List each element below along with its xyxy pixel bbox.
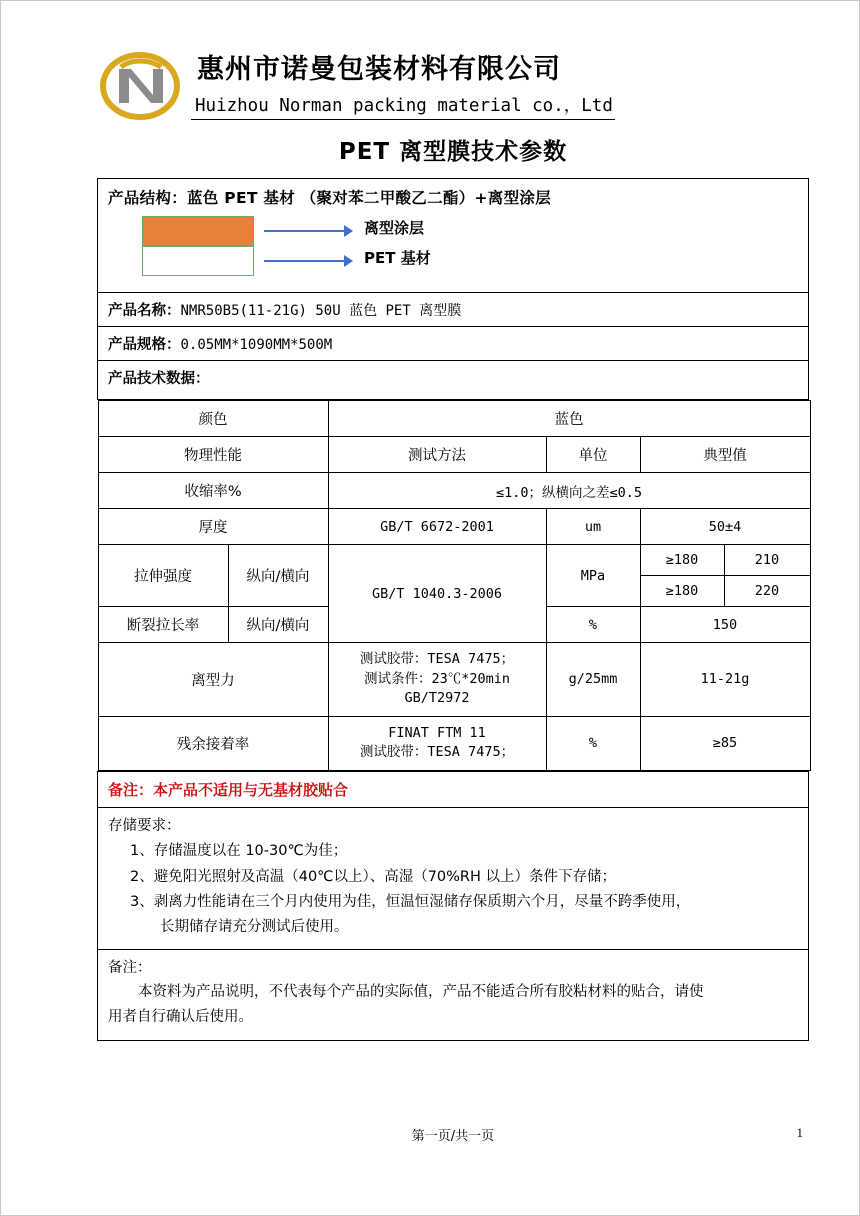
row-residual-method-line1: FINAT FTM 11 (388, 724, 486, 741)
header-unit: 单位 (546, 437, 640, 473)
footer-page-number: 1 (796, 1125, 803, 1140)
table-row-color (98, 401, 810, 437)
row-release-method (328, 643, 546, 717)
row-tensile-property: 拉伸强度 (98, 545, 228, 607)
product-name-line (98, 293, 808, 326)
row-tensile-min-1: ≥180 (640, 545, 724, 576)
storage-item-3: 3、剥离力性能请在三个月内使用为佳，恒温恒湿储存保质期六个月，尽量不跨季使用， (130, 893, 691, 910)
data-table-row (98, 400, 809, 772)
table-row-residual (98, 716, 810, 770)
spec-sheet-table (97, 178, 809, 1041)
row-residual-unit: % (546, 716, 640, 770)
storage-title: 存储要求： (108, 817, 181, 834)
row-release-method-line2: 测试条件：23℃*20min (363, 670, 511, 687)
row-tensile-min-2: ≥180 (640, 576, 724, 607)
document-header (97, 49, 809, 123)
row-thickness-property: 厚度 (98, 509, 328, 545)
storage-block (98, 808, 808, 949)
row-release-method-line3: GB/T2972 (404, 690, 470, 707)
storage-item-2: 2、避免阳光照射及高温（40℃以上）、高湿（70%RH 以上）条件下存储； (130, 868, 617, 885)
coating-layer-block (142, 216, 254, 246)
row-residual-typical: ≥85 (640, 716, 810, 770)
header-property: 物理性能 (98, 437, 328, 473)
row-shrinkage-method: ≤1.0；纵横向之差≤0.5 (328, 473, 810, 509)
row-elongation-direction: 纵向/横向 (228, 607, 328, 643)
norman-n-logo-icon (97, 49, 183, 123)
structure-diagram (98, 212, 808, 286)
row-tensile-unit: MPa (546, 545, 640, 607)
table-header-row (98, 437, 810, 473)
red-note-text: 备注：本产品不适用与无基材胶贴合 (108, 780, 349, 799)
storage-row (98, 807, 809, 949)
header-typical: 典型值 (640, 437, 810, 473)
color-label: 颜色 (98, 401, 328, 437)
row-tensile-direction: 纵向/横向 (228, 545, 328, 607)
remark-line-1: 本资料为产品说明，不代表每个产品的实际值，产品不能适合所有胶粘材料的贴合，请使 (138, 984, 704, 1001)
row-tensile-value-1: 210 (724, 545, 810, 576)
red-note-row (98, 771, 809, 807)
table-row-thickness (98, 509, 810, 545)
row-residual-method-line2: 测试胶带：TESA 7475； (359, 744, 515, 761)
structure-title: 产品结构：蓝色 PET 基材 （聚对苯二甲酸乙二酯）+离型涂层 (108, 189, 551, 207)
row-tensile-value-2: 220 (724, 576, 810, 607)
remark-block (98, 950, 808, 1040)
row-release-property: 离型力 (98, 643, 328, 717)
coating-layer-label: 离型涂层 (364, 219, 425, 237)
product-name-label: 产品名称： (108, 303, 181, 319)
row-release-typical: 11-21g (640, 643, 810, 717)
row-tensile-method: GB/T 1040.3-2006 (328, 545, 546, 643)
document-content (97, 49, 809, 1041)
header-text-block (191, 49, 809, 120)
product-spec-row (98, 327, 809, 361)
row-thickness-unit: um (546, 509, 640, 545)
product-name-row (98, 293, 809, 327)
row-elongation-property: 断裂拉长率 (98, 607, 228, 643)
color-value: 蓝色 (328, 401, 810, 437)
company-name-en: Huizhou Norman packing material co.，Ltd (191, 89, 615, 120)
page-title: PET 离型膜技术参数 (338, 139, 568, 165)
row-release-unit: g/25mm (546, 643, 640, 717)
product-name-value: NMR50B5(11-21G) 50U 蓝色 PET 离型膜 (180, 303, 462, 319)
tech-data-label-row (98, 361, 809, 400)
row-elongation-unit: % (546, 607, 640, 643)
base-layer-block (142, 246, 254, 276)
remark-line-2: 用者自行确认后使用。 (108, 1008, 253, 1025)
page-footer (97, 1125, 809, 1144)
row-thickness-typical: 50±4 (640, 509, 810, 545)
tech-data-label: 产品技术数据： (108, 371, 210, 387)
row-residual-method (328, 716, 546, 770)
product-spec-label: 产品规格： (108, 337, 181, 353)
row-residual-property: 残余接着率 (98, 716, 328, 770)
base-layer-label: PET 基材 (364, 249, 431, 267)
footer-page-of: 第一页/共一页 (411, 1129, 495, 1144)
row-thickness-method: GB/T 6672-2001 (328, 509, 546, 545)
row-release-method-line1: 测试胶带：TESA 7475； (359, 651, 515, 667)
remark-row (98, 949, 809, 1040)
row-shrinkage-property: 收缩率% (98, 473, 328, 509)
row-elongation-typical: 150 (640, 607, 810, 643)
table-row-tensile-1 (98, 545, 810, 576)
structure-cell (98, 179, 809, 293)
product-spec-line (98, 327, 808, 360)
header-method: 测试方法 (328, 437, 546, 473)
table-row-shrinkage (98, 473, 810, 509)
company-name-cn: 惠州市诺曼包装材料有限公司 (197, 54, 561, 85)
tech-data-label-line (98, 361, 808, 399)
storage-item-3-cont: 长期储存请充分测试后使用。 (160, 919, 349, 936)
storage-item-1: 1、存储温度以在 10-30℃为佳； (130, 843, 348, 860)
remark-title: 备注： (108, 959, 152, 976)
structure-row (98, 179, 809, 293)
product-spec-value: 0.05MM*1090MM*500M (180, 337, 333, 353)
technical-data-table (98, 400, 811, 771)
table-row-release-force (98, 643, 810, 717)
